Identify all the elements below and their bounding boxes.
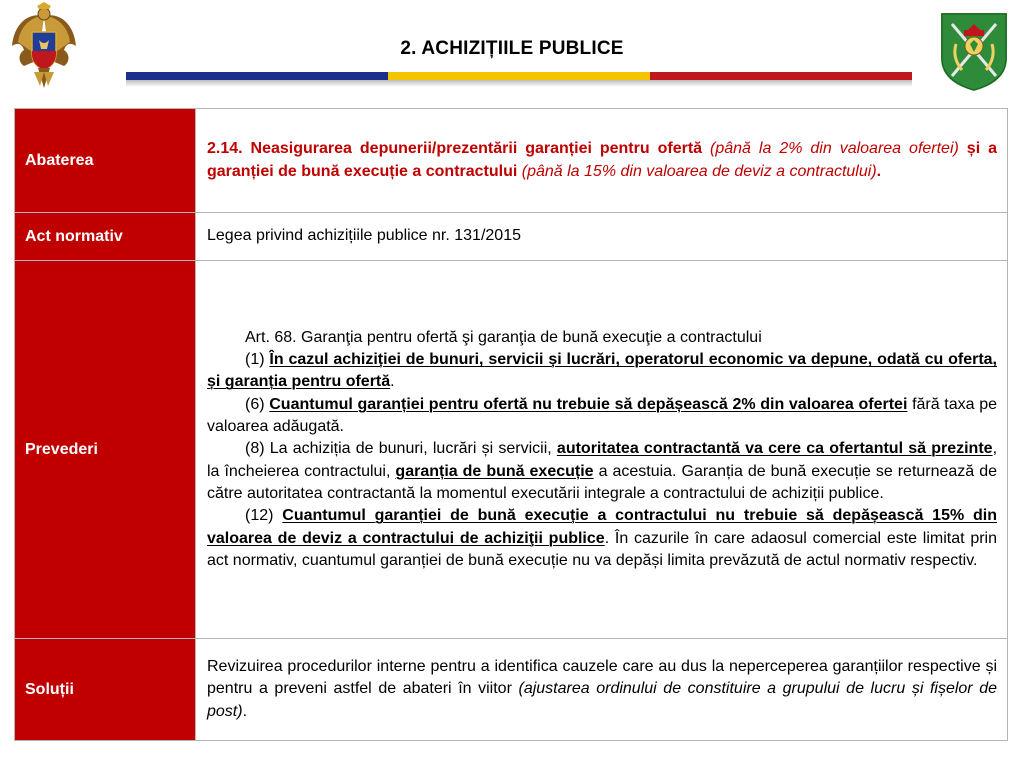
prevederi-alin-1	[207, 349, 997, 394]
alin-8-emphasis-2: garanția de bună execuție	[395, 462, 594, 480]
tricolor-divider	[126, 72, 912, 80]
alin-12-number: (12)	[245, 507, 283, 525]
label-act-normativ: Act normativ	[15, 213, 196, 261]
prevederi-text	[196, 261, 1008, 639]
alin-12-emphasis: Cuantumul garanției de bună execuție a contractului nu trebuie să depășească 15% din valoarea de deviz a contractului de achiziţii publice	[207, 507, 997, 547]
prevederi-alin-6	[207, 394, 997, 439]
stripe-blue	[126, 72, 388, 80]
abaterea-part1: 2.14. Neasigurarea depunerii/prezentării garanției pentru ofertă	[207, 140, 703, 158]
row-solutii	[15, 639, 1008, 741]
abaterea-part2: (până la 2% din valoarea ofertei)	[702, 140, 959, 158]
solutii-text	[196, 639, 1008, 741]
label-abaterea: Abaterea	[15, 109, 196, 213]
label-prevederi: Prevederi	[15, 261, 196, 639]
row-abaterea	[15, 109, 1008, 213]
prevederi-alin-8	[207, 438, 997, 505]
abaterea-text	[196, 109, 1008, 213]
content-table	[14, 108, 1008, 741]
row-prevederi	[15, 261, 1008, 639]
prevederi-alin-12	[207, 505, 997, 572]
label-solutii: Soluții	[15, 639, 196, 741]
alin-6-end: fără taxa pe valoarea adăugată.	[207, 395, 998, 436]
alin-1-emphasis: În cazul achiziției de bunuri, servicii și lucrări, operatorul economic va depune, odată cu oferta, și garanția pentru ofertă	[207, 351, 998, 391]
alin-8-end: a acestuia. Garanția de bună execuție se returnează de către autoritatea contractantă la momentul executării integrale a contractului de achiziții publice.	[207, 462, 997, 502]
page-title: 2. ACHIZIȚIILE PUBLICE	[400, 38, 624, 59]
stripe-yellow	[388, 72, 650, 80]
alin-8-emphasis-1: autoritatea contractantă va cere ca ofertantul să prezinte	[556, 440, 993, 458]
alin-6-emphasis: Cuantumul garanției pentru ofertă nu trebuie să depășească 2% din valoarea ofertei	[269, 395, 908, 413]
abaterea-part3: și a garanției de bună execuție a contractului	[207, 140, 998, 180]
alin-8-middle: , la încheierea contractului,	[207, 440, 998, 480]
row-act-normativ	[15, 213, 1008, 261]
alin-1-end: .	[390, 373, 395, 391]
alin-12-end: . În cazurile în care adaosul comercial este limitat prin act normativ, cuantumul garanției de bună execuție nu va depăși limita prevăzută de actul normativ respectiv.	[207, 529, 998, 569]
solutii-italic: (ajustarea ordinului de constituire a grupului de lucru și fișelor de post)	[207, 680, 998, 720]
institution-emblem-icon	[938, 10, 1010, 94]
solutii-main: Revizuirea procedurilor interne pentru a identifica cauzele care au dus la neperceperea garanțiilor respective și pentru a preveni astfel de abateri în viitor	[207, 658, 997, 698]
divider-shadow	[126, 80, 912, 87]
solutii-end: .	[242, 702, 248, 720]
abaterea-part4: (până la 15% din valoarea de deviz a contractului)	[517, 162, 877, 180]
alin-6-number: (6)	[245, 395, 270, 413]
alin-8-start: (8) La achiziția de bunuri, lucrări și servicii,	[245, 440, 557, 458]
prevederi-heading: Art. 68. Garanţia pentru ofertă şi garanţia de bună execuţie a contractului	[245, 328, 762, 346]
act-normativ-text: Legea privind achizițiile publice nr. 131/2015	[196, 213, 1008, 261]
alin-1-number: (1)	[245, 351, 270, 369]
abaterea-part5: .	[876, 162, 882, 180]
stripe-red	[650, 72, 912, 80]
